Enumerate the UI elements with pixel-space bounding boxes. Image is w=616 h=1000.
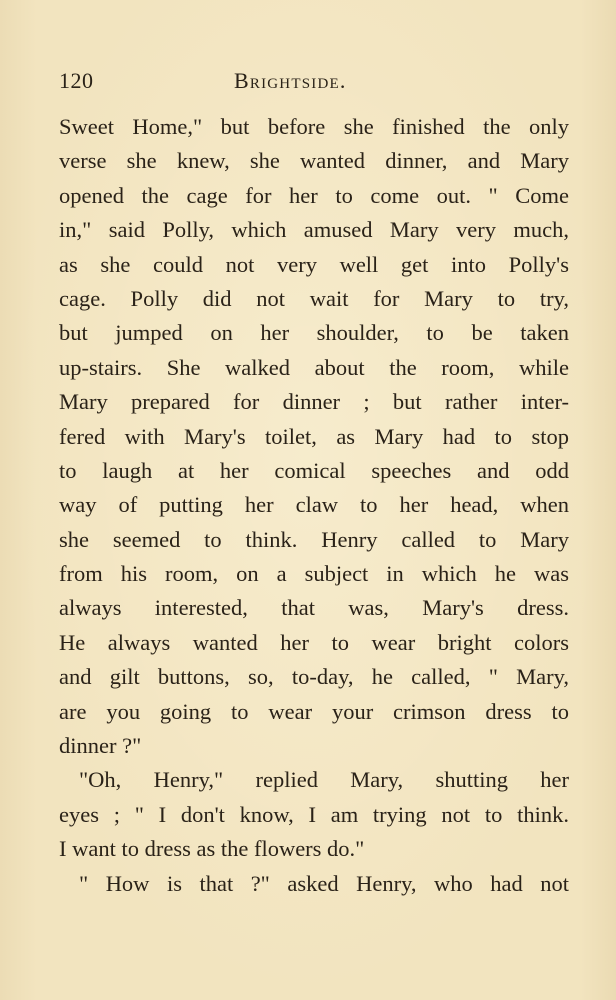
page-number: 120 xyxy=(59,68,94,93)
text-line: Mary prepared for dinner ; but rather inter- xyxy=(59,389,569,415)
text-line: as she could not very well get into Polly's xyxy=(59,251,569,277)
body-text xyxy=(59,110,569,901)
page-header xyxy=(59,68,569,98)
text-line: verse she knew, she wanted dinner, and Mary xyxy=(59,148,569,174)
text-line: cage. Polly did not wait for Mary to try, xyxy=(59,285,569,311)
text-line: always interested, that was, Mary's dress. xyxy=(59,595,569,621)
text-line: and gilt buttons, so, to-day, he called, " Mary, xyxy=(59,664,569,690)
text-line: but jumped on her shoulder, to be taken xyxy=(59,320,569,346)
text-line-paragraph-start: " How is that ?" asked Henry, who had not xyxy=(79,870,569,896)
text-line: are you going to wear your crimson dress to xyxy=(59,698,569,724)
text-line: Sweet Home," but before she finished the only xyxy=(59,114,569,139)
text-line: she seemed to think. Henry called to Mary xyxy=(59,526,569,552)
text-line-paragraph-start: "Oh, Henry," replied Mary, shutting her xyxy=(79,767,569,793)
text-line-paragraph-end: I want to dress as the flowers do." xyxy=(59,836,365,862)
text-line-paragraph-end: dinner ?" xyxy=(59,733,142,759)
text-line: eyes ; " I don't know, I am trying not to think. xyxy=(59,801,569,827)
text-line: to laugh at her comical speeches and odd xyxy=(59,457,569,483)
text-line: opened the cage for her to come out. " Come xyxy=(59,182,569,208)
text-line: fered with Mary's toilet, as Mary had to stop xyxy=(59,423,569,449)
text-line: He always wanted her to wear bright colors xyxy=(59,629,569,655)
running-title: Brightside. xyxy=(234,68,347,93)
text-line: from his room, on a subject in which he was xyxy=(59,561,569,587)
text-line: in," said Polly, which amused Mary very much, xyxy=(59,217,569,243)
text-line: way of putting her claw to her head, when xyxy=(59,492,569,518)
text-line: up-stairs. She walked about the room, while xyxy=(59,354,569,380)
